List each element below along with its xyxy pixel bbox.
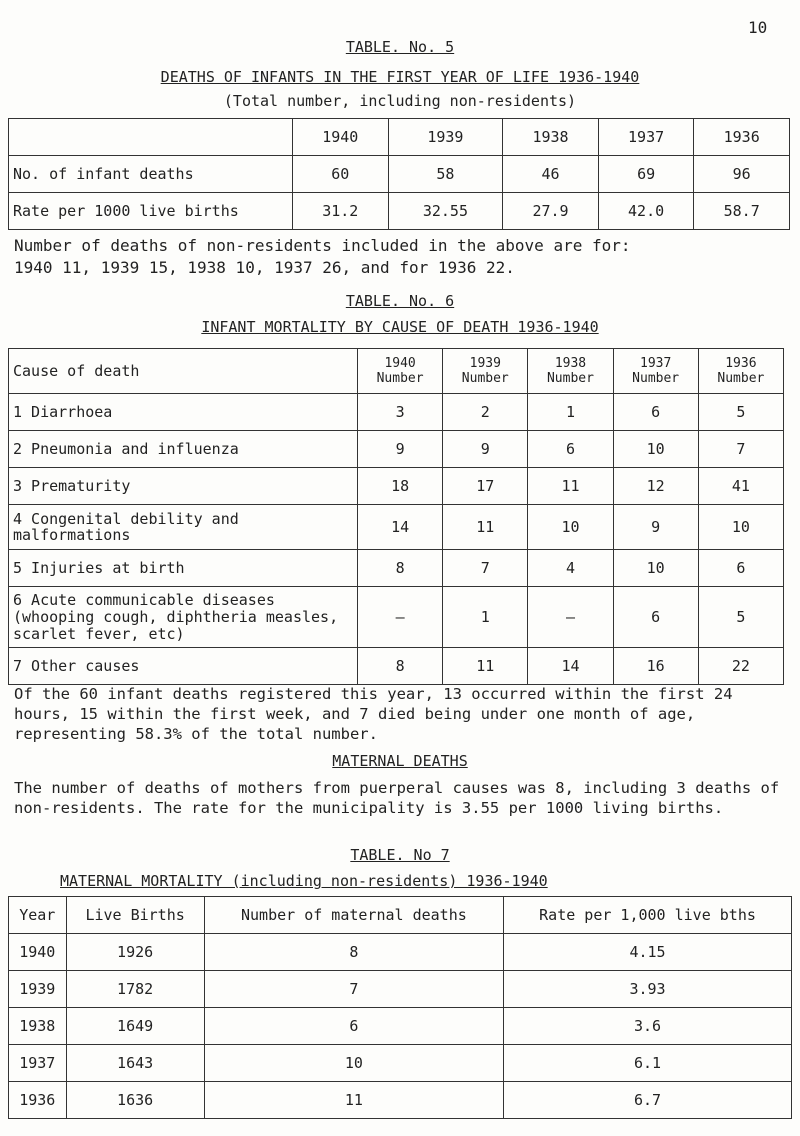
column-sub: Number xyxy=(546,371,594,386)
table-cell: 11 xyxy=(443,648,528,685)
table-cell: 4 xyxy=(528,550,613,587)
table5-title: DEATHS OF INFANTS IN THE FIRST YEAR OF LIFE 1936-1940 xyxy=(160,68,640,86)
column-sub: Number xyxy=(717,371,765,386)
cause-cell: 1 Diarrhoea xyxy=(9,394,358,431)
table-cell: 16 xyxy=(613,648,698,685)
table6 xyxy=(8,348,784,685)
table-cell: – xyxy=(358,587,443,648)
table-row xyxy=(9,394,784,431)
table-cell: 2 xyxy=(443,394,528,431)
table-row xyxy=(9,1045,792,1082)
table-cell: 9 xyxy=(613,505,698,550)
table-cell: 10 xyxy=(613,550,698,587)
column-header: Year xyxy=(9,897,67,934)
table-cell: 3.6 xyxy=(504,1008,792,1045)
year-header: 1936 xyxy=(694,119,790,156)
table-row xyxy=(9,1082,792,1119)
column-sub: Number xyxy=(632,371,680,386)
year-header: 1938 xyxy=(503,119,599,156)
table-cell: 9 xyxy=(443,431,528,468)
row-label: Rate per 1000 live births xyxy=(9,193,293,230)
table-row xyxy=(9,1008,792,1045)
column-year: 1940 xyxy=(384,356,416,371)
cause-header: Cause of death xyxy=(9,349,358,394)
table-cell: 10 xyxy=(698,505,783,550)
table-cell: 42.0 xyxy=(598,193,694,230)
column-year: 1938 xyxy=(554,356,587,371)
year-header: 1939 xyxy=(388,119,503,156)
table-cell: 6 xyxy=(698,550,783,587)
column-year: 1936 xyxy=(725,356,757,371)
table-cell: 46 xyxy=(503,156,599,193)
table-cell: 1643 xyxy=(66,1045,204,1082)
cause-cell: 7 Other causes xyxy=(9,648,358,685)
table-cell: 58.7 xyxy=(694,193,790,230)
table-cell: 1939 xyxy=(9,971,67,1008)
table-row xyxy=(9,431,784,468)
table-row xyxy=(9,468,784,505)
infant-deaths-paragraph: Of the 60 infant deaths registered this year, 13 occurred within the first 24 hours, 15 within the first week, and 7 died being under one month of age, representing 58.3% of the total number. xyxy=(14,685,733,743)
cause-cell: 4 Congenital debility and malformations xyxy=(9,505,358,550)
table-cell: 69 xyxy=(598,156,694,193)
table-cell: 1938 xyxy=(9,1008,67,1045)
cause-cell: 3 Prematurity xyxy=(9,468,358,505)
table5 xyxy=(8,118,790,230)
table-cell: 6.1 xyxy=(504,1045,792,1082)
cause-cell: 2 Pneumonia and influenza xyxy=(9,431,358,468)
table-cell: 5 xyxy=(698,587,783,648)
table-cell: 12 xyxy=(613,468,698,505)
table-cell: 3 xyxy=(358,394,443,431)
table-cell: 1649 xyxy=(66,1008,204,1045)
table-cell: 31.2 xyxy=(293,193,389,230)
column-header xyxy=(358,349,443,394)
column-header: Live Births xyxy=(66,897,204,934)
cause-cell: 5 Injuries at birth xyxy=(9,550,358,587)
table-cell: 7 xyxy=(443,550,528,587)
table-cell: 11 xyxy=(528,468,613,505)
table-row xyxy=(9,971,792,1008)
table-cell: 18 xyxy=(358,468,443,505)
table-cell: 10 xyxy=(204,1045,503,1082)
table-cell: 11 xyxy=(443,505,528,550)
table5-subtitle: (Total number, including non-residents) xyxy=(223,92,577,110)
year-header: 1937 xyxy=(598,119,694,156)
table-row xyxy=(9,156,790,193)
table-cell: 7 xyxy=(698,431,783,468)
table-cell: 6.7 xyxy=(504,1082,792,1119)
table-row xyxy=(9,505,784,550)
column-year: 1937 xyxy=(640,356,672,371)
column-header: Number of maternal deaths xyxy=(204,897,503,934)
table-cell: 17 xyxy=(443,468,528,505)
table7-header-row xyxy=(9,897,792,934)
table-cell: 3.93 xyxy=(504,971,792,1008)
table-cell: 58 xyxy=(388,156,503,193)
table5-header-row xyxy=(9,119,790,156)
table-cell: 22 xyxy=(698,648,783,685)
table-cell: 8 xyxy=(358,648,443,685)
table-cell: 9 xyxy=(358,431,443,468)
table-cell: 11 xyxy=(204,1082,503,1119)
column-header: Rate per 1,000 live bths xyxy=(504,897,792,934)
nonresident-note: Number of deaths of non-residents included in the above are for: xyxy=(14,236,631,255)
table-cell: 1782 xyxy=(66,971,204,1008)
year-header: 1940 xyxy=(293,119,389,156)
table-row xyxy=(9,587,784,648)
table6-header-row xyxy=(9,349,784,394)
table-cell: 1940 xyxy=(9,934,67,971)
column-sub: Number xyxy=(461,371,509,386)
table-cell: 1937 xyxy=(9,1045,67,1082)
table-cell: 8 xyxy=(204,934,503,971)
table5-label: TABLE. No. 5 xyxy=(345,38,455,56)
table-cell: 60 xyxy=(293,156,389,193)
column-year: 1939 xyxy=(469,356,501,371)
nonresident-note: 1940 11, 1939 15, 1938 10, 1937 26, and for 1936 22. xyxy=(14,258,515,277)
column-header xyxy=(613,349,698,394)
column-header xyxy=(443,349,528,394)
table-row xyxy=(9,550,784,587)
table-row xyxy=(9,934,792,971)
table6-label: TABLE. No. 6 xyxy=(345,292,455,310)
table-cell: 41 xyxy=(698,468,783,505)
table-cell: 5 xyxy=(698,394,783,431)
cause-cell: 6 Acute communicable diseases (whooping cough, diphtheria measles, scarlet fever, etc) xyxy=(9,587,358,648)
table-row xyxy=(9,193,790,230)
table-cell: 8 xyxy=(358,550,443,587)
table-cell: 1 xyxy=(443,587,528,648)
column-sub: Number xyxy=(376,371,424,386)
table7-label: TABLE. No 7 xyxy=(350,846,450,864)
table-cell: 6 xyxy=(204,1008,503,1045)
table-cell: 96 xyxy=(694,156,790,193)
table-row xyxy=(9,648,784,685)
table-cell: – xyxy=(528,587,613,648)
table-cell: 4.15 xyxy=(504,934,792,971)
row-label: No. of infant deaths xyxy=(9,156,293,193)
table7 xyxy=(8,896,792,1119)
table-cell: 10 xyxy=(613,431,698,468)
table-cell: 1936 xyxy=(9,1082,67,1119)
column-header xyxy=(698,349,783,394)
table-cell: 1636 xyxy=(66,1082,204,1119)
table-cell: 1926 xyxy=(66,934,204,971)
table-cell: 10 xyxy=(528,505,613,550)
table-cell: 14 xyxy=(358,505,443,550)
table-cell: 6 xyxy=(613,587,698,648)
maternal-deaths-heading: MATERNAL DEATHS xyxy=(332,752,468,770)
table-cell: 7 xyxy=(204,971,503,1008)
table-cell: 6 xyxy=(528,431,613,468)
table7-title: MATERNAL MORTALITY (including non-residents) 1936-1940 xyxy=(60,872,548,890)
column-header xyxy=(528,349,613,394)
table-cell: 1 xyxy=(528,394,613,431)
table-cell: 27.9 xyxy=(503,193,599,230)
table6-title: INFANT MORTALITY BY CAUSE OF DEATH 1936-1940 xyxy=(201,318,599,336)
table-cell: 32.55 xyxy=(388,193,503,230)
table-cell: 6 xyxy=(613,394,698,431)
page-number: 10 xyxy=(748,18,768,37)
table-cell: 14 xyxy=(528,648,613,685)
maternal-deaths-paragraph: The number of deaths of mothers from puerperal causes was 8, including 3 deaths of non-residents. The rate for the municipality is 3.55 per 1000 living births. xyxy=(14,779,780,817)
